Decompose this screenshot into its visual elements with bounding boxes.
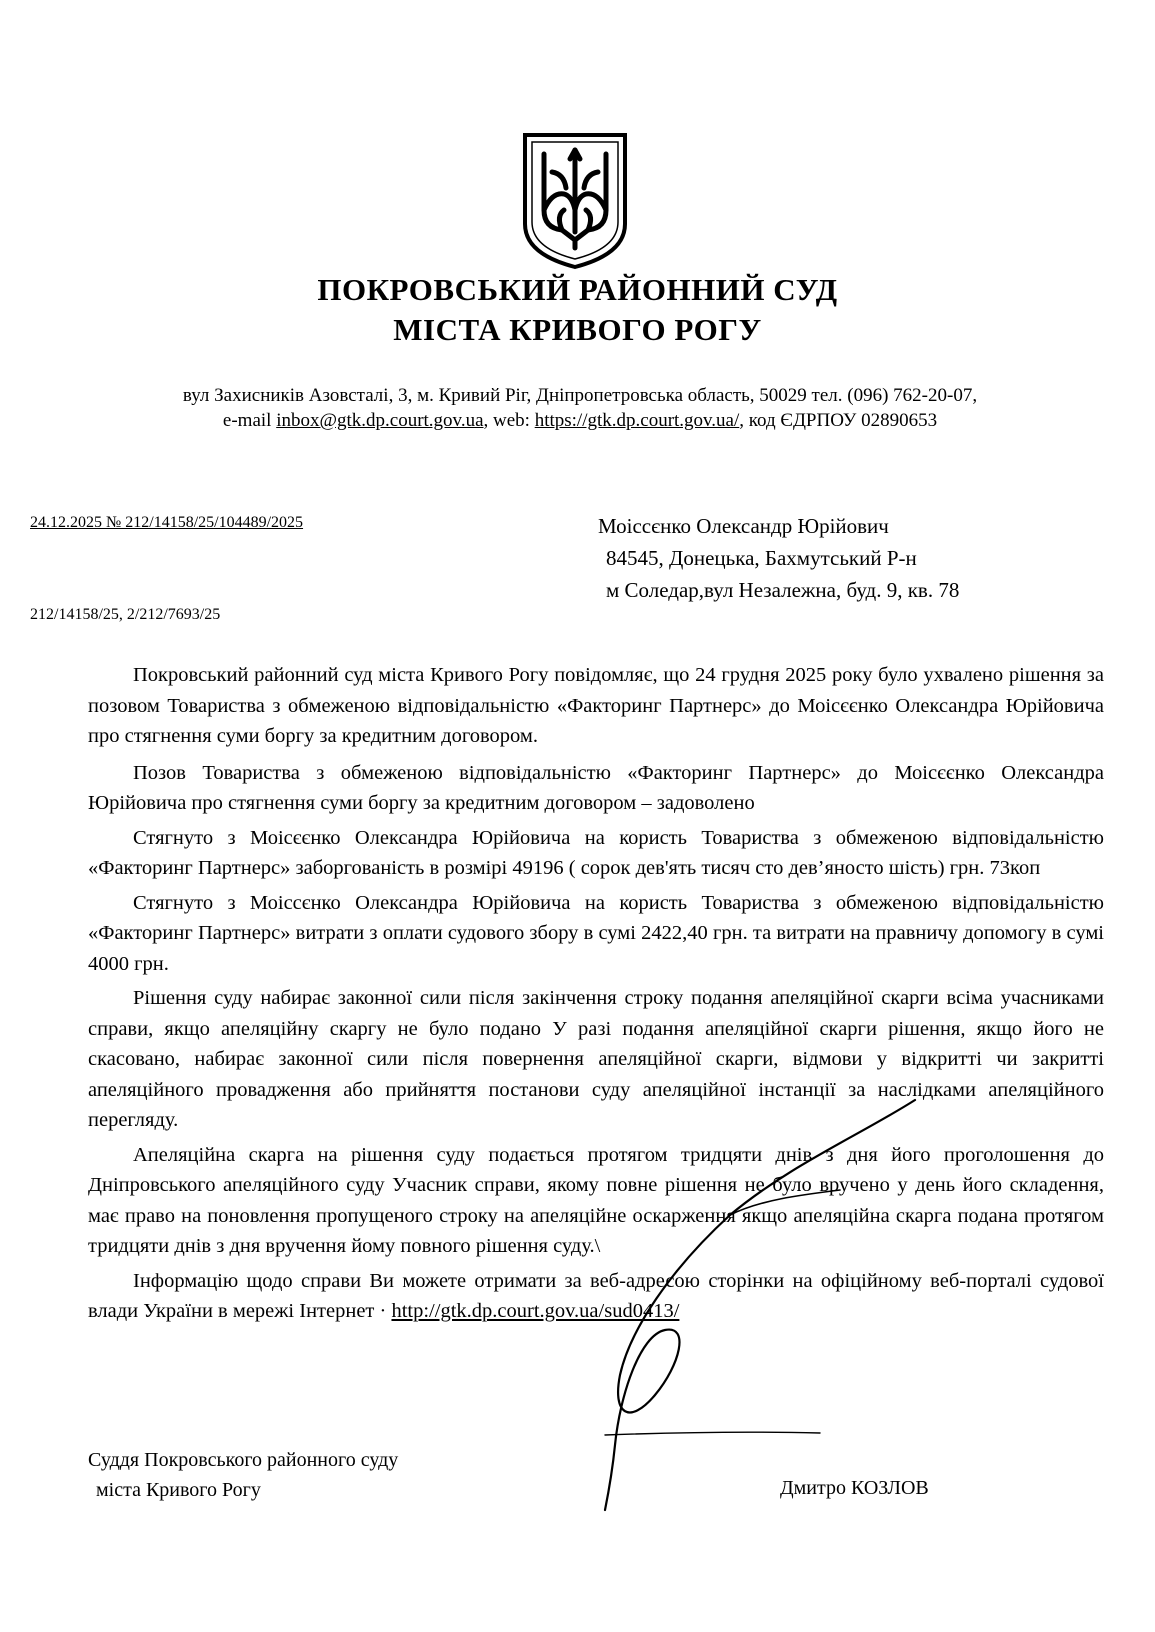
coat-of-arms-icon (522, 132, 628, 270)
court-name-line1: ПОКРОВСЬКИЙ РАЙОННИЙ СУД (317, 272, 838, 307)
case-info-text: Інформацію щодо справи Ви можете отримати за веб-адресою сторінки на офіційному веб-порталі судової влади України в мережі Інтернет · (88, 1269, 1104, 1322)
signer-name: Дмитро КОЗЛОВ (780, 1477, 929, 1499)
recipient-address-line1: 84545, Донецька, Бахмутський Р-н (606, 546, 917, 570)
paragraph-notice: Покровський районний суд міста Кривого Рогу повідомляє, що 24 грудня 2025 року було ухвалено рішення за позовом Товариства з обмеженою відповідальністю «Факторинг Партнерс» до Моісєєнко Олександра Юрійовича про стягнення суми боргу за кредитним договором. (88, 664, 1104, 747)
outgoing-number: 24.12.2025 № 212/14158/25/104489/2025 (30, 514, 304, 531)
email-label: e-mail (222, 410, 277, 431)
email-link[interactable]: inbox@gtk.dp.court.gov.ua (276, 410, 484, 431)
court-name-line2: МІСТА КРИВОГО РОГУ (393, 312, 762, 347)
signer-title-line1: Суддя Покровського районного суду (88, 1449, 399, 1471)
signer-title (88, 1445, 398, 1505)
paragraph-claim-granted: Позов Товариства з обмеженою відповідальністю «Факторинг Партнерс» до Моісєєнко Олександра Юрійовича про стягнення суми боргу за кредитним договором – задоволено (88, 761, 1104, 814)
paragraph-legal-force: Рішення суду набирає законної сили після закінчення строку подання апеляційної скарги всіма учасниками справи, якщо апеляційну скаргу не було подано У разі подання апеляційної скарги рішення, якщо його не скасовано, набирає законної сили після повернення апеляційної скарги, відмови у відкритті чи закритті апеляційного провадження або прийняття постанови суду апеляційної інстанції за наслідками апеляційного перегляду. (88, 987, 1104, 1131)
case-references: 212/14158/25, 2/212/7693/25 (30, 606, 221, 623)
website-link[interactable]: https://gtk.dp.court.gov.ua/ (534, 410, 740, 431)
paragraph-costs-recovered: Стягнуто з Моіссєнко Олександра Юрійовича на користь Товариства з обмеженою відповідальністю «Факторинг Партнерс» витрати з оплати судового збору в сумі 2422,40 грн. та витрати на правничу допомогу в сумі 4000 грн. (88, 891, 1104, 975)
court-address: вул Захисників Азовсталі, 3, м. Кривий Ріг, Дніпропетровська область, 50029 тел. (096) 762-20-07, (182, 385, 978, 406)
recipient-address-line2: м Соледар,вул Незалежна, буд. 9, кв. 78 (606, 578, 960, 602)
paragraph-appeal: Апеляційна скарга на рішення суду подається протягом тридцяти днів з дня його проголошення до Дніпровського апеляційного суду Учасник справи, якому повне рішення не було вручено у день його складення, має право на поновлення пропущеного строку на апеляційне оскарження якщо апеляційна скарга подана протягом тридцяти днів з дня вручення йому повного рішення суду.\ (88, 1143, 1104, 1257)
paragraph-debt-recovered: Стягнуто з Моісєєнко Олександра Юрійовича на користь Товариства з обмеженою відповідальністю «Факторинг Партнерс» заборгованість в розмірі 49196 ( сорок дев'ять тисяч сто дев’яносто шість) грн. 73коп (88, 826, 1104, 879)
case-info-link[interactable]: http://gtk.dp.court.gov.ua/sud0413/ (391, 1300, 680, 1322)
handwritten-signature (560, 1095, 920, 1515)
signer-title-line2: міста Кривого Рогу (96, 1479, 261, 1501)
web-label: , web: (483, 410, 535, 431)
court-contacts (60, 408, 1100, 433)
recipient-name: Моіссєнко Олександр Юрійович (598, 514, 889, 538)
edrpou-code: , код ЄДРПОУ 02890653 (739, 410, 938, 431)
recipient-block (598, 510, 959, 606)
